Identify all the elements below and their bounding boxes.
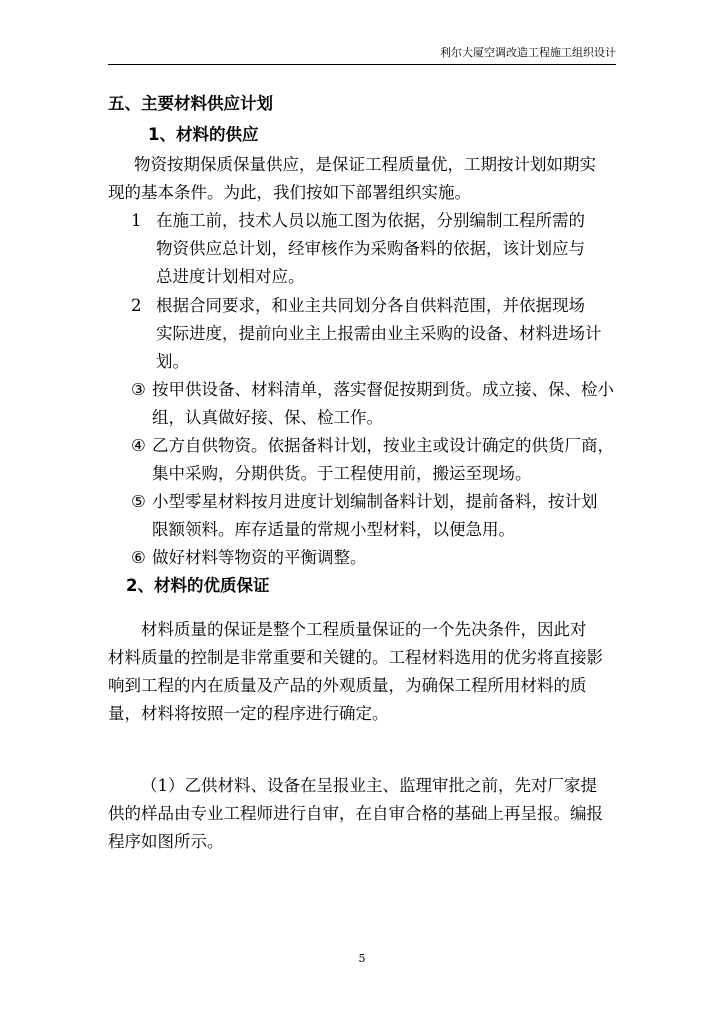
list-item-line: 小型零星材料按月进度计划编制备料计划，提前备料，按计划: [152, 492, 598, 511]
list-item-marker: ⑥: [131, 548, 146, 567]
list-item-marker: ③: [131, 380, 146, 399]
list-item-line: 组，认真做好接、保、检工作。: [152, 408, 383, 427]
paragraph-line: 材料质量的保证是整个工程质量保证的一个先决条件，因此对: [141, 620, 587, 639]
list-item-line: 做好材料等物资的平衡调整。: [152, 548, 367, 567]
subsection-1-heading: 1、材料的供应: [148, 125, 259, 144]
section-heading: 五、主要材料供应计划: [108, 94, 273, 113]
list-item-line: 总进度计划相对应。: [156, 267, 305, 286]
list-item-marker: ④: [131, 436, 146, 455]
paragraph-line: （1）乙供材料、设备在呈报业主、监理审批之前，先对厂家提: [141, 776, 597, 795]
list-item-line: 划。: [156, 352, 189, 371]
list-item-line: 限额领料。库存适量的常规小型材料，以便急用。: [152, 520, 515, 539]
list-item-line: 实际进度，提前向业主上报需由业主采购的设备、材料进场计: [156, 324, 602, 343]
list-item-line: 集中采购，分期供货。于工程使用前，搬运至现场。: [152, 464, 532, 483]
list-item-marker: ⑤: [131, 492, 146, 511]
intro-line-2: 现的基本条件。为此，我们按如下部署组织实施。: [108, 183, 471, 202]
list-item-line: 在施工前，技术人员以施工图为依据，分别编制工程所需的: [156, 211, 585, 230]
list-item-line: 物资供应总计划，经审核作为采购备料的依据，该计划应与: [156, 239, 585, 258]
page-number: 5: [358, 952, 366, 965]
subsection-2-heading: 2、材料的优质保证: [126, 576, 270, 595]
header-title: 利尔大厦空调改造工程施工组织设计: [440, 46, 616, 59]
paragraph-line: 量，材料将按照一定的程序进行确定。: [108, 704, 389, 723]
paragraph-line: 响到工程的内在质量及产品的外观质量，为确保工程所用材料的质: [108, 676, 587, 695]
list-item-marker: 2: [131, 296, 142, 315]
paragraph-line: 供的样品由专业工程师进行自审，在自审合格的基础上再呈报。编报: [108, 804, 603, 823]
paragraph-line: 材料质量的控制是非常重要和关键的。工程材料选用的优劣将直接影: [108, 648, 603, 667]
list-item-line: 按甲供设备、材料清单，落实督促按期到货。成立接、保、检小: [152, 380, 614, 399]
list-item-line: 乙方自供物资。依据备料计划，按业主或设计确定的供货厂商，: [152, 436, 614, 455]
page-header: [108, 46, 616, 65]
intro-line-1: 物资按期保质保量供应，是保证工程质量优，工期按计划如期实: [134, 155, 596, 174]
list-item-line: 根据合同要求，和业主共同划分各自供料范围，并依据现场: [156, 296, 585, 315]
paragraph-line: 程序如图所示。: [108, 832, 224, 851]
list-item-marker: 1: [131, 211, 142, 230]
